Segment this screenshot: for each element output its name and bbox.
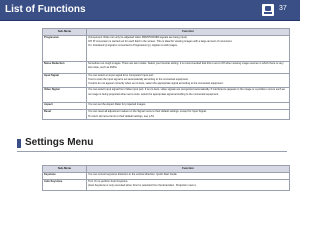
signal-function-table [42,28,290,120]
table-row [43,179,290,190]
column-header-submenu: Sub-Menu [43,29,87,36]
page-number: 37 [279,5,287,12]
table-row [43,73,290,88]
column-header-function: Function [87,166,290,173]
function-description [87,110,290,120]
description-line: To return all menu items to their default settings, see p.51 [88,114,154,118]
submenu-name: Aspect [43,103,87,110]
column-header-submenu: Sub-Menu [43,166,87,173]
description-line: (Auto Keystone is only executed when Front is selected from the Extended - Projection menu.) [88,184,197,188]
submenu-name: Progressive [43,35,87,61]
top-page-icon[interactable] [262,4,274,16]
table-row [43,110,290,120]
description-line: You can set the Aspect Ratio for projected images. [88,103,147,107]
description-line: You can correct keystone distortion in the vertical direction. Quick Start Guide [88,172,177,176]
submenu-name: Input Signal [43,73,87,88]
settings-menu-heading [17,136,287,152]
column-header-function: Function [87,29,290,36]
table-row [43,172,290,179]
function-description [87,61,290,73]
function-description [87,73,290,88]
submenu-name: Keystone [43,172,87,179]
function-description [87,103,290,110]
description-line: On: Interlaced (i) signal is converted to Progressive (p). Applies to still images. [88,44,178,48]
table-row [43,35,290,61]
section-divider [17,151,287,152]
description-line: If colors do not appear correctly when set to Auto, select the appropriate signal according to the connected equipment. [88,82,224,86]
submenu-name: Auto Keystone [43,179,87,190]
function-description [87,172,290,179]
function-description [87,88,290,103]
submenu-name: Reset [43,110,87,120]
description-line: (Component Video can only be adjusted when 480i/576i/1080i signals are being input) [88,35,187,39]
description-line: You can select an input signal from Computer2 input port. [88,73,154,77]
submenu-name: Noise Reduction [43,61,87,73]
page-header [0,0,300,21]
description-line: Smoothes out rough images. There are two modes. Select your favorite setting. It is recommended that this is set to Off when viewing image sources in which there is very low noise, such as DVDs. [88,61,284,70]
page-title: List of Functions [5,4,86,15]
submenu-name: Video Signal [43,88,87,103]
description-line: You can select input signal from Video input port. If set to Auto, video signals are recognized automatically. If interference appears in the image or a problem occurs such as no image is being projected when set to Auto, select the appropriate signal according to the connected equipment. [88,88,285,96]
section-marker [17,139,21,148]
description-line: Turn On to perform Auto Keystone. [88,179,129,183]
settings-function-table [42,165,290,191]
table-row [43,61,290,73]
function-description [87,179,290,190]
section-title: Settings Menu [25,137,94,148]
function-description [87,35,290,61]
description-line: If set to Auto the input signal is set automatically according to the connected equipment. [88,78,189,82]
table-row [43,103,290,110]
table-row [43,88,290,103]
description-line: You can reset all adjustment values on the Signal menu to their default settings, except for Input Signal. [88,110,207,114]
description-line: Off: IP conversion is carried out for each field in the screen. This is ideal for viewing images with a large amount of movement. [88,40,233,44]
